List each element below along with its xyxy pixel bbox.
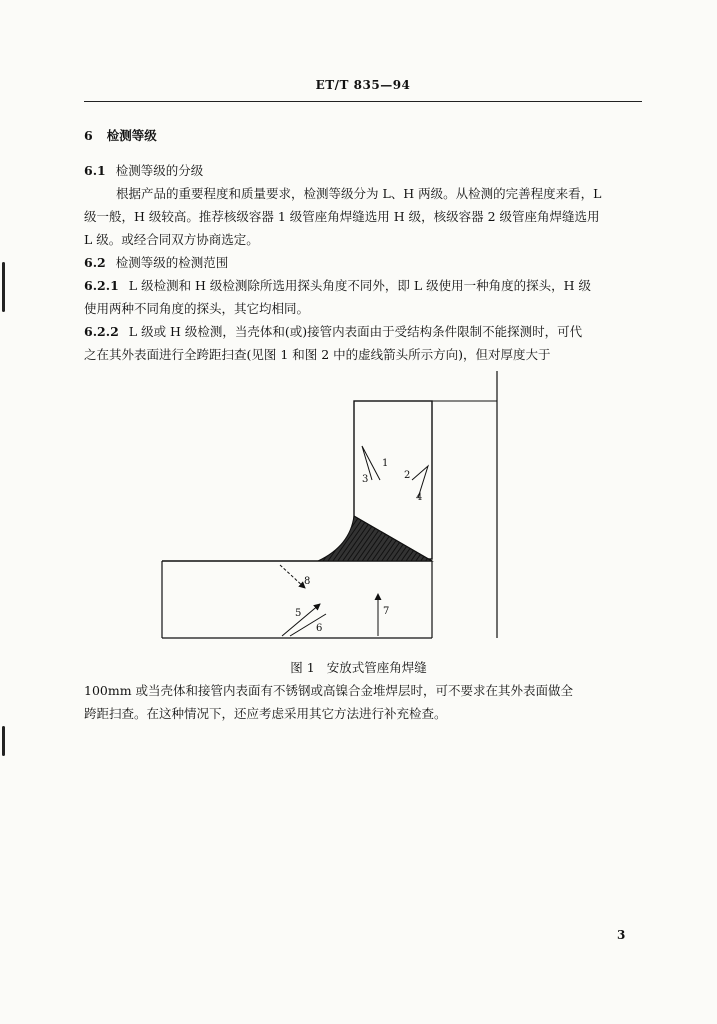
paragraph-line: 100mm 或当壳体和接管内表面有不锈钢或高镍合金堆焊层时，可不要求在其外表面做全 <box>84 683 574 698</box>
section-6-1-title: 检测等级的分级 <box>115 163 204 178</box>
label-3: 3 <box>362 474 369 485</box>
paragraph-line: L 级或 H 级检测，当壳体和(或)接管内表面由于受结构条件限制不能探测时，可代 <box>128 324 583 339</box>
header-rule <box>84 101 642 102</box>
section-6-2-title: 检测等级的检测范围 <box>115 255 229 270</box>
paragraph-line: 根据产品的重要程度和质量要求，检测等级分为 L、H 两级。从检测的完善程度来看，L <box>116 186 602 201</box>
figure-1-caption-text: 安放式管座角焊缝 <box>326 660 427 675</box>
section-6-2-1-number: 6.2.1 <box>84 278 119 293</box>
section-6-2-1-line <box>84 278 644 294</box>
paragraph-line: 使用两种不同角度的探头，其它均相同。 <box>84 301 310 316</box>
label-2: 2 <box>404 470 411 481</box>
page-number: 3 <box>617 928 626 942</box>
paragraph-line: L 级检测和 H 级检测除所选用探头角度不同外，即 L 级使用一种角度的探头，H 级 <box>128 278 592 293</box>
section-6-2-2-number: 6.2.2 <box>84 324 119 339</box>
section-6-number: 6 <box>84 128 93 143</box>
figure-1-caption-number: 图 1 <box>290 660 315 675</box>
label-7: 7 <box>383 606 390 617</box>
section-6-1-heading <box>84 163 644 179</box>
section-6-title: 检测等级 <box>106 128 157 143</box>
paragraph-line: 跨距扫查。在这种情况下，还应考虑采用其它方法进行补充检查。 <box>84 706 447 721</box>
scan-artifact-mark <box>2 726 5 756</box>
scan-artifact-mark <box>2 262 5 312</box>
section-6-2-2-line <box>84 324 644 340</box>
paragraph-line: 级一般，H 级较高。推荐核级容器 1 级管座角焊缝选用 H 级，核级容器 2 级管座角焊缝选用 <box>84 209 600 224</box>
figure-1-weld-diagram <box>150 368 550 648</box>
section-6-1-number: 6.1 <box>84 163 106 178</box>
section-6-2-number: 6.2 <box>84 255 106 270</box>
section-6-2-heading <box>84 255 644 271</box>
section-6-heading <box>84 128 644 144</box>
paragraph-line: 之在其外表面进行全跨距扫查(见图 1 和图 2 中的虚线箭头所示方向)，但对厚度大于 <box>84 347 551 362</box>
dashed-arrow-8 <box>280 565 305 588</box>
figure-1-caption <box>0 660 717 676</box>
label-5: 5 <box>295 608 302 619</box>
label-1: 1 <box>382 458 389 469</box>
label-4: 4 <box>416 492 423 503</box>
document-code-header: ET/T 835—94 <box>315 78 411 92</box>
label-6: 6 <box>316 623 323 634</box>
paragraph-line: L 级。或经合同双方协商选定。 <box>84 232 259 247</box>
weld-fillet <box>318 516 432 561</box>
label-8: 8 <box>304 576 311 587</box>
